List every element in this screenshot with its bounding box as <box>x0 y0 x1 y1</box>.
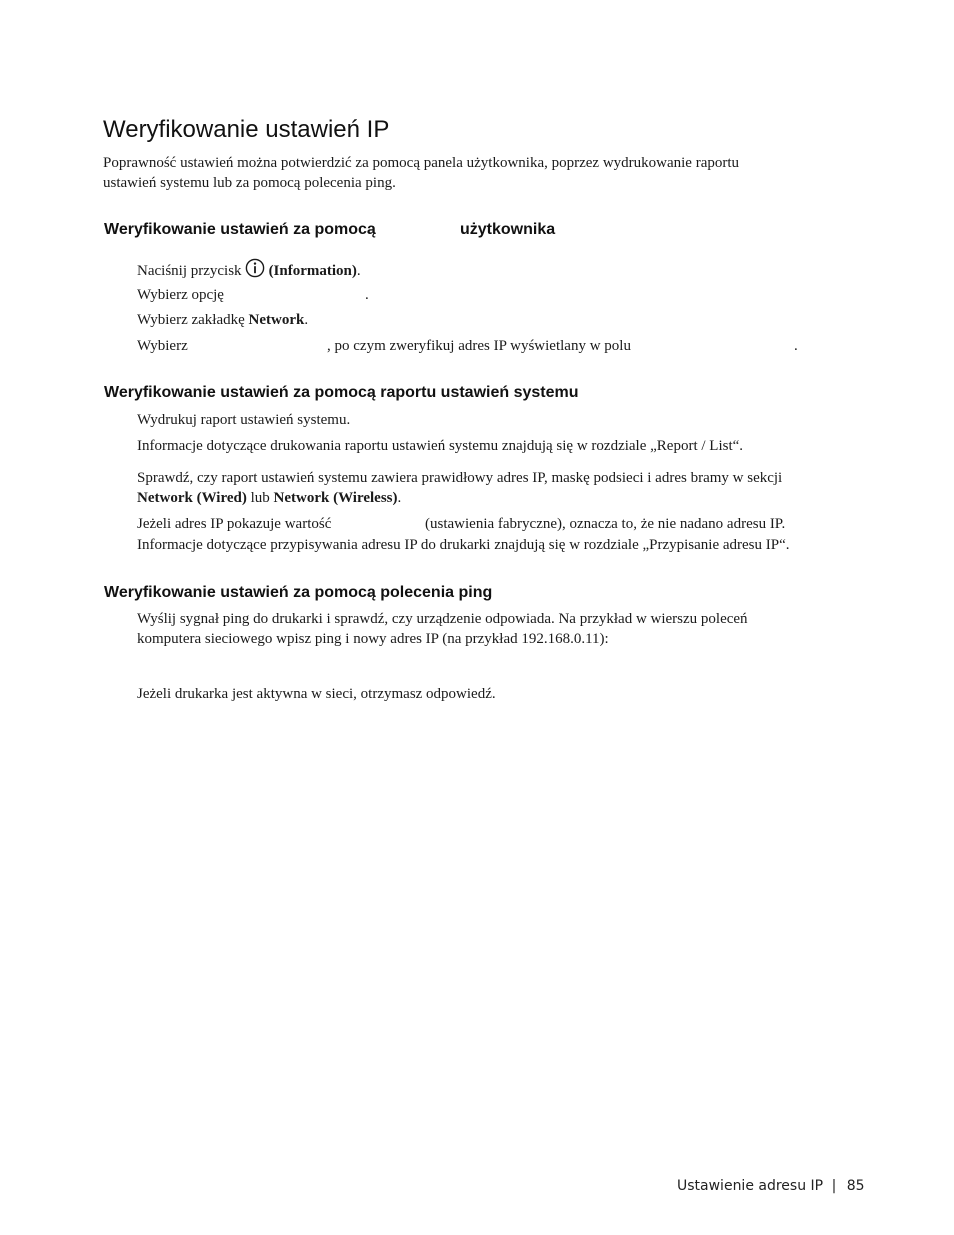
section3-para-1-line-2: komputera sieciowego wpisz ping i nowy adres IP (na przykład 192.168.0.11): <box>137 631 609 647</box>
information-icon <box>245 258 265 278</box>
step-3-text: Wybierz zakładkę <box>137 312 245 328</box>
intro-line-1: Poprawność ustawień można potwierdzić za pomocą panela użytkownika, poprzez wydrukowanie raportu <box>103 155 740 171</box>
section3-para-2: Jeżeli drukarka jest aktywna w sieci, otrzymasz odpowiedź. <box>137 686 496 702</box>
step-4-end: . <box>794 338 798 354</box>
section2-heading: Weryfikowanie ustawień za pomocą raportu ustawień systemu <box>104 384 579 401</box>
page-footer <box>677 1178 865 1194</box>
section2-para-4-end: (ustawienia fabryczne), oznacza to, że nie nadano adresu IP. <box>425 516 786 532</box>
step-2-end: . <box>365 287 369 303</box>
intro-line-2: ustawień systemu lub za pomocą polecenia ping. <box>103 175 396 191</box>
page-title: Weryfikowanie ustawień IP <box>103 116 390 143</box>
section1-heading-part2: użytkownika <box>460 221 556 238</box>
step-1: Naciśnij przycisk (Information). <box>137 258 361 281</box>
step-4-middle: , po czym zweryfikuj adres IP wyświetlany w polu <box>327 338 631 354</box>
page-number: 85 <box>846 1178 865 1194</box>
step-4-text: Wybierz <box>137 338 188 354</box>
network-wireless-label: Network (Wireless) <box>273 490 398 506</box>
step-2-text: Wybierz opcję <box>137 287 224 303</box>
section2-para-1: Wydrukuj raport ustawień systemu. <box>137 412 351 428</box>
footer-separator: | <box>831 1178 837 1194</box>
network-tab-label: Network <box>248 312 305 328</box>
section2-para-2: Informacje dotyczące drukowania raportu ustawień systemu znajdują się w rozdziale „Report / List“. <box>137 438 744 454</box>
information-label: (Information) <box>268 263 357 279</box>
step-1-text: Naciśnij przycisk <box>137 263 242 279</box>
footer-section-title: Ustawienie adresu IP <box>677 1178 824 1194</box>
step-3: Wybierz zakładkę Network. <box>137 312 309 328</box>
section3-para-1-line-1: Wyślij sygnał ping do drukarki i sprawdź, czy urządzenie odpowiada. Na przykład w wierszu poleceń <box>137 611 748 627</box>
section3-heading: Weryfikowanie ustawień za pomocą polecenia ping <box>104 584 493 601</box>
network-wired-label: Network (Wired) <box>137 490 247 506</box>
section2-para-3-line-2: Network (Wired) lub Network (Wireless). <box>137 490 402 506</box>
section1-heading-part1: Weryfikowanie ustawień za pomocą <box>104 221 376 238</box>
section2-para-3-line-1: Sprawdź, czy raport ustawień systemu zawiera prawidłowy adres IP, maskę podsieci i adres bramy w sekcji <box>137 470 783 486</box>
section2-para-4-start: Jeżeli adres IP pokazuje wartość <box>137 516 332 532</box>
section2-para-4-line-2: Informacje dotyczące przypisywania adresu IP do drukarki znajdują się w rozdziale „Przypisanie adresu IP“. <box>137 537 790 553</box>
